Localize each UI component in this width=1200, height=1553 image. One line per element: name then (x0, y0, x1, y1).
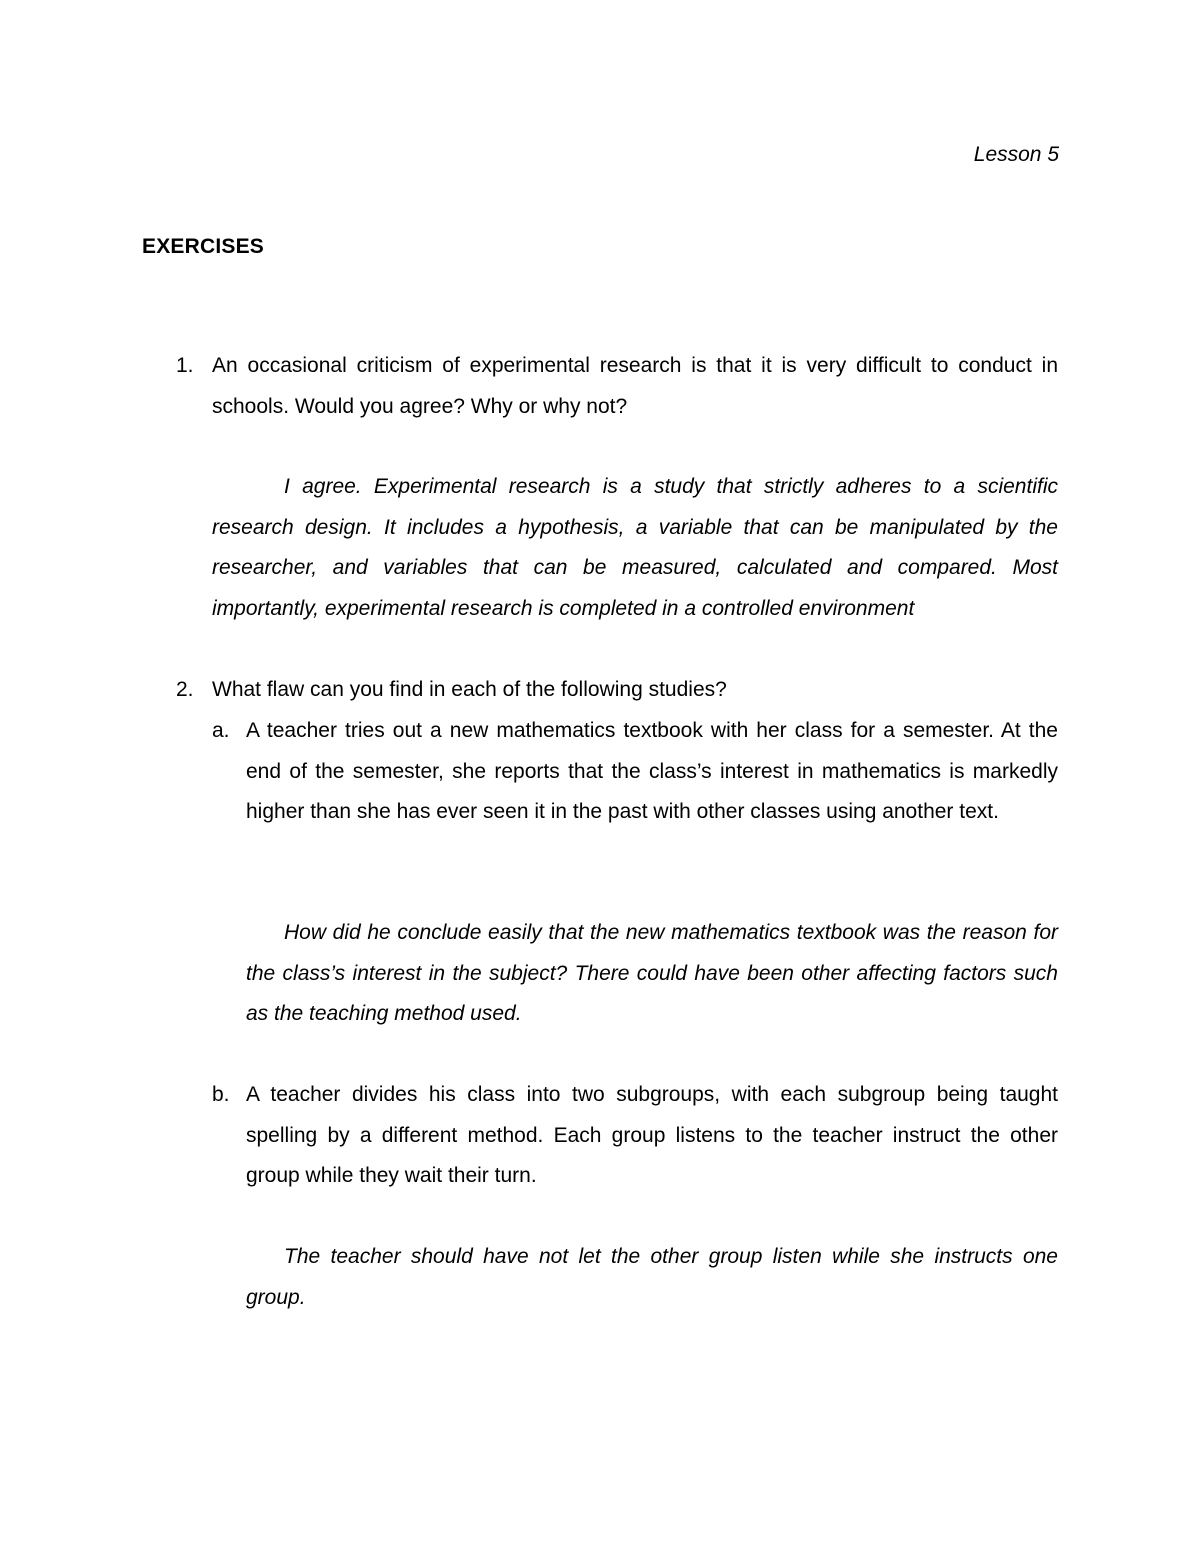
subitem-b-answer-text: The teacher should have not let the other group listen while she instructs one group. (246, 1245, 1058, 1309)
question-1-number: 1. (176, 354, 194, 377)
subitem-a-letter: a. (212, 719, 230, 742)
subitem-a-answer-text: How did he conclude easily that the new mathematics textbook was the reason for the class’s interest in the subject? There could have been other affecting factors such as the teaching method used. (246, 921, 1058, 1026)
subitem-b-answer (246, 1237, 1058, 1318)
subitem-b-letter: b. (212, 1083, 230, 1106)
subitem-a-answer (246, 913, 1058, 1035)
question-1-answer-text: I agree. Experimental research is a study that strictly adheres to a scientific research design. It includes a hypothesis, a variable that can be manipulated by the researcher, and variables that can be measured, calculated and compared. Most importantly, experimental research is completed in a controlled environment (212, 475, 1058, 620)
question-1-answer (212, 467, 1058, 629)
lesson-label: Lesson 5 (973, 143, 1059, 166)
subitem-a-text: A teacher tries out a new mathematics textbook with her class for a semester. At the end of the semester, she reports that the class’s interest in mathematics is markedly higher than she has ever seen it in the past with other classes using another text. (246, 719, 1058, 824)
subitem-b-text: A teacher divides his class into two subgroups, with each subgroup being taught spelling by a different method. Each group listens to the teacher instruct the other group while they wait their turn. (246, 1083, 1058, 1188)
question-2-text: What flaw can you find in each of the following studies? (212, 678, 727, 701)
question-1-text: An occasional criticism of experimental research is that it is very difficult to conduct in schools. Would you agree? Why or why not? (212, 354, 1058, 418)
question-2-number: 2. (176, 678, 194, 701)
section-title: EXERCISES (142, 235, 265, 258)
